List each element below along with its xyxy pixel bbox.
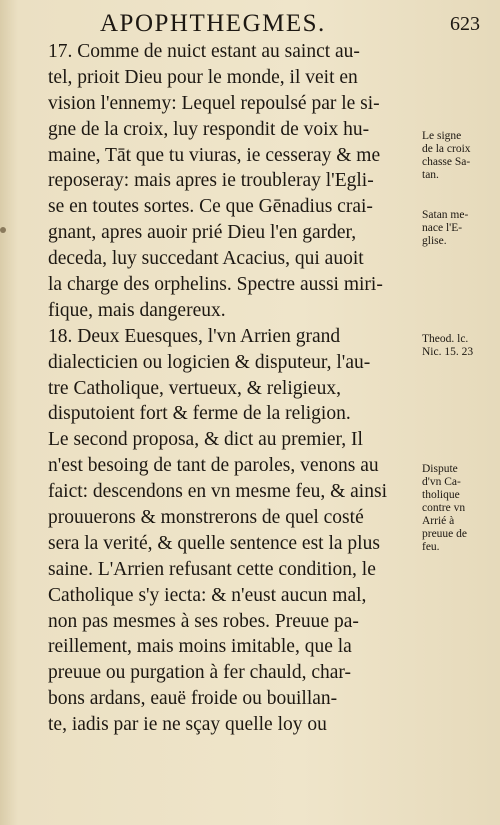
- page-pinhole-mark: [0, 227, 6, 233]
- note-line: nace l'E-: [422, 222, 463, 234]
- text-line: la charge des orphelins. Spectre aussi miri-: [48, 274, 383, 296]
- note-line: contre vn: [422, 502, 466, 514]
- note-line: de la croix: [422, 143, 471, 155]
- page-number: 623: [450, 13, 480, 35]
- text-line: tel, prioit Dieu pour le monde, il veit en: [48, 66, 358, 88]
- note-line: tholique: [422, 489, 460, 501]
- note-line: Dispute: [422, 463, 458, 475]
- text-line: reposeray: mais apres ie troubleray l'Egli-: [48, 170, 374, 192]
- text-line: te, iadis par ie ne sçay quelle loy ou: [48, 714, 327, 736]
- note-line: preuue de: [422, 528, 468, 540]
- text-line: tre Catholique, vertueux, & religieux,: [48, 377, 341, 399]
- text-line: n'est besoing de tant de paroles, venons au: [48, 455, 379, 477]
- text-line: Le second proposa, & dict au premier, Il: [48, 429, 363, 451]
- text-line: deceda, luy succedant Acacius, qui auoit: [48, 248, 364, 270]
- text-line: gnant, apres auoir prié Dieu l'en garder,: [48, 222, 357, 244]
- margin-note-theodoret: [422, 333, 500, 359]
- note-line: Le signe: [422, 130, 462, 142]
- text-line: se en toutes sortes. Ce que Gēnadius crai-: [48, 196, 373, 218]
- text-line: 18. Deux Euesques, l'vn Arrien grand: [48, 325, 341, 347]
- text-line: gne de la croix, luy respondit de voix hu-: [48, 118, 370, 140]
- page-header: [100, 6, 480, 40]
- note-line: chasse Sa-: [422, 156, 471, 168]
- note-line: Satan me-: [422, 209, 469, 221]
- note-line: Arrié à: [422, 515, 455, 527]
- text-line: reillement, mais moins imitable, que la: [48, 636, 352, 658]
- body-text: [48, 39, 420, 738]
- text-line: sera la verité, & quelle sentence est la plus: [48, 532, 380, 554]
- text-line: saine. L'Arrien refusant cette condition, le: [48, 558, 376, 580]
- text-line: Catholique s'y iecta: & n'eust aucun mal,: [48, 584, 367, 606]
- running-head: APOPHTHEGMES.: [100, 10, 326, 37]
- note-line: glise.: [422, 235, 447, 247]
- margin-note-croix: [422, 130, 500, 182]
- text-line: preuue ou purgation à fer chauld, char-: [48, 662, 351, 684]
- text-line: bons ardans, eauë froide ou bouillan-: [48, 688, 338, 710]
- text-line: prouuerons & monstrerons de quel costé: [48, 507, 364, 529]
- text-line: dialecticien ou logicien & disputeur, l'au-: [48, 351, 371, 373]
- margin-note-satan: [422, 209, 500, 248]
- note-line: Nic. 15. 23: [422, 346, 474, 358]
- note-line: Theod. lc.: [422, 333, 469, 345]
- note-line: feu.: [422, 541, 440, 553]
- text-line: faict: descendons en vn mesme feu, & ainsi: [48, 481, 387, 503]
- text-line: vision l'ennemy: Lequel repoulsé par le si-: [48, 92, 380, 114]
- text-line: 17. Comme de nuict estant au sainct au-: [48, 41, 360, 62]
- note-line: d'vn Ca-: [422, 476, 461, 488]
- note-line: tan.: [422, 169, 439, 181]
- text-line: maine, Tāt que tu viuras, ie cesseray & me: [48, 144, 381, 166]
- text-line: fique, mais dangereux.: [48, 299, 226, 321]
- text-line: disputoient fort & ferme de la religion.: [48, 403, 351, 425]
- margin-note-dispute: [422, 463, 500, 554]
- text-line: non pas mesmes à ses robes. Preuue pa-: [48, 610, 359, 632]
